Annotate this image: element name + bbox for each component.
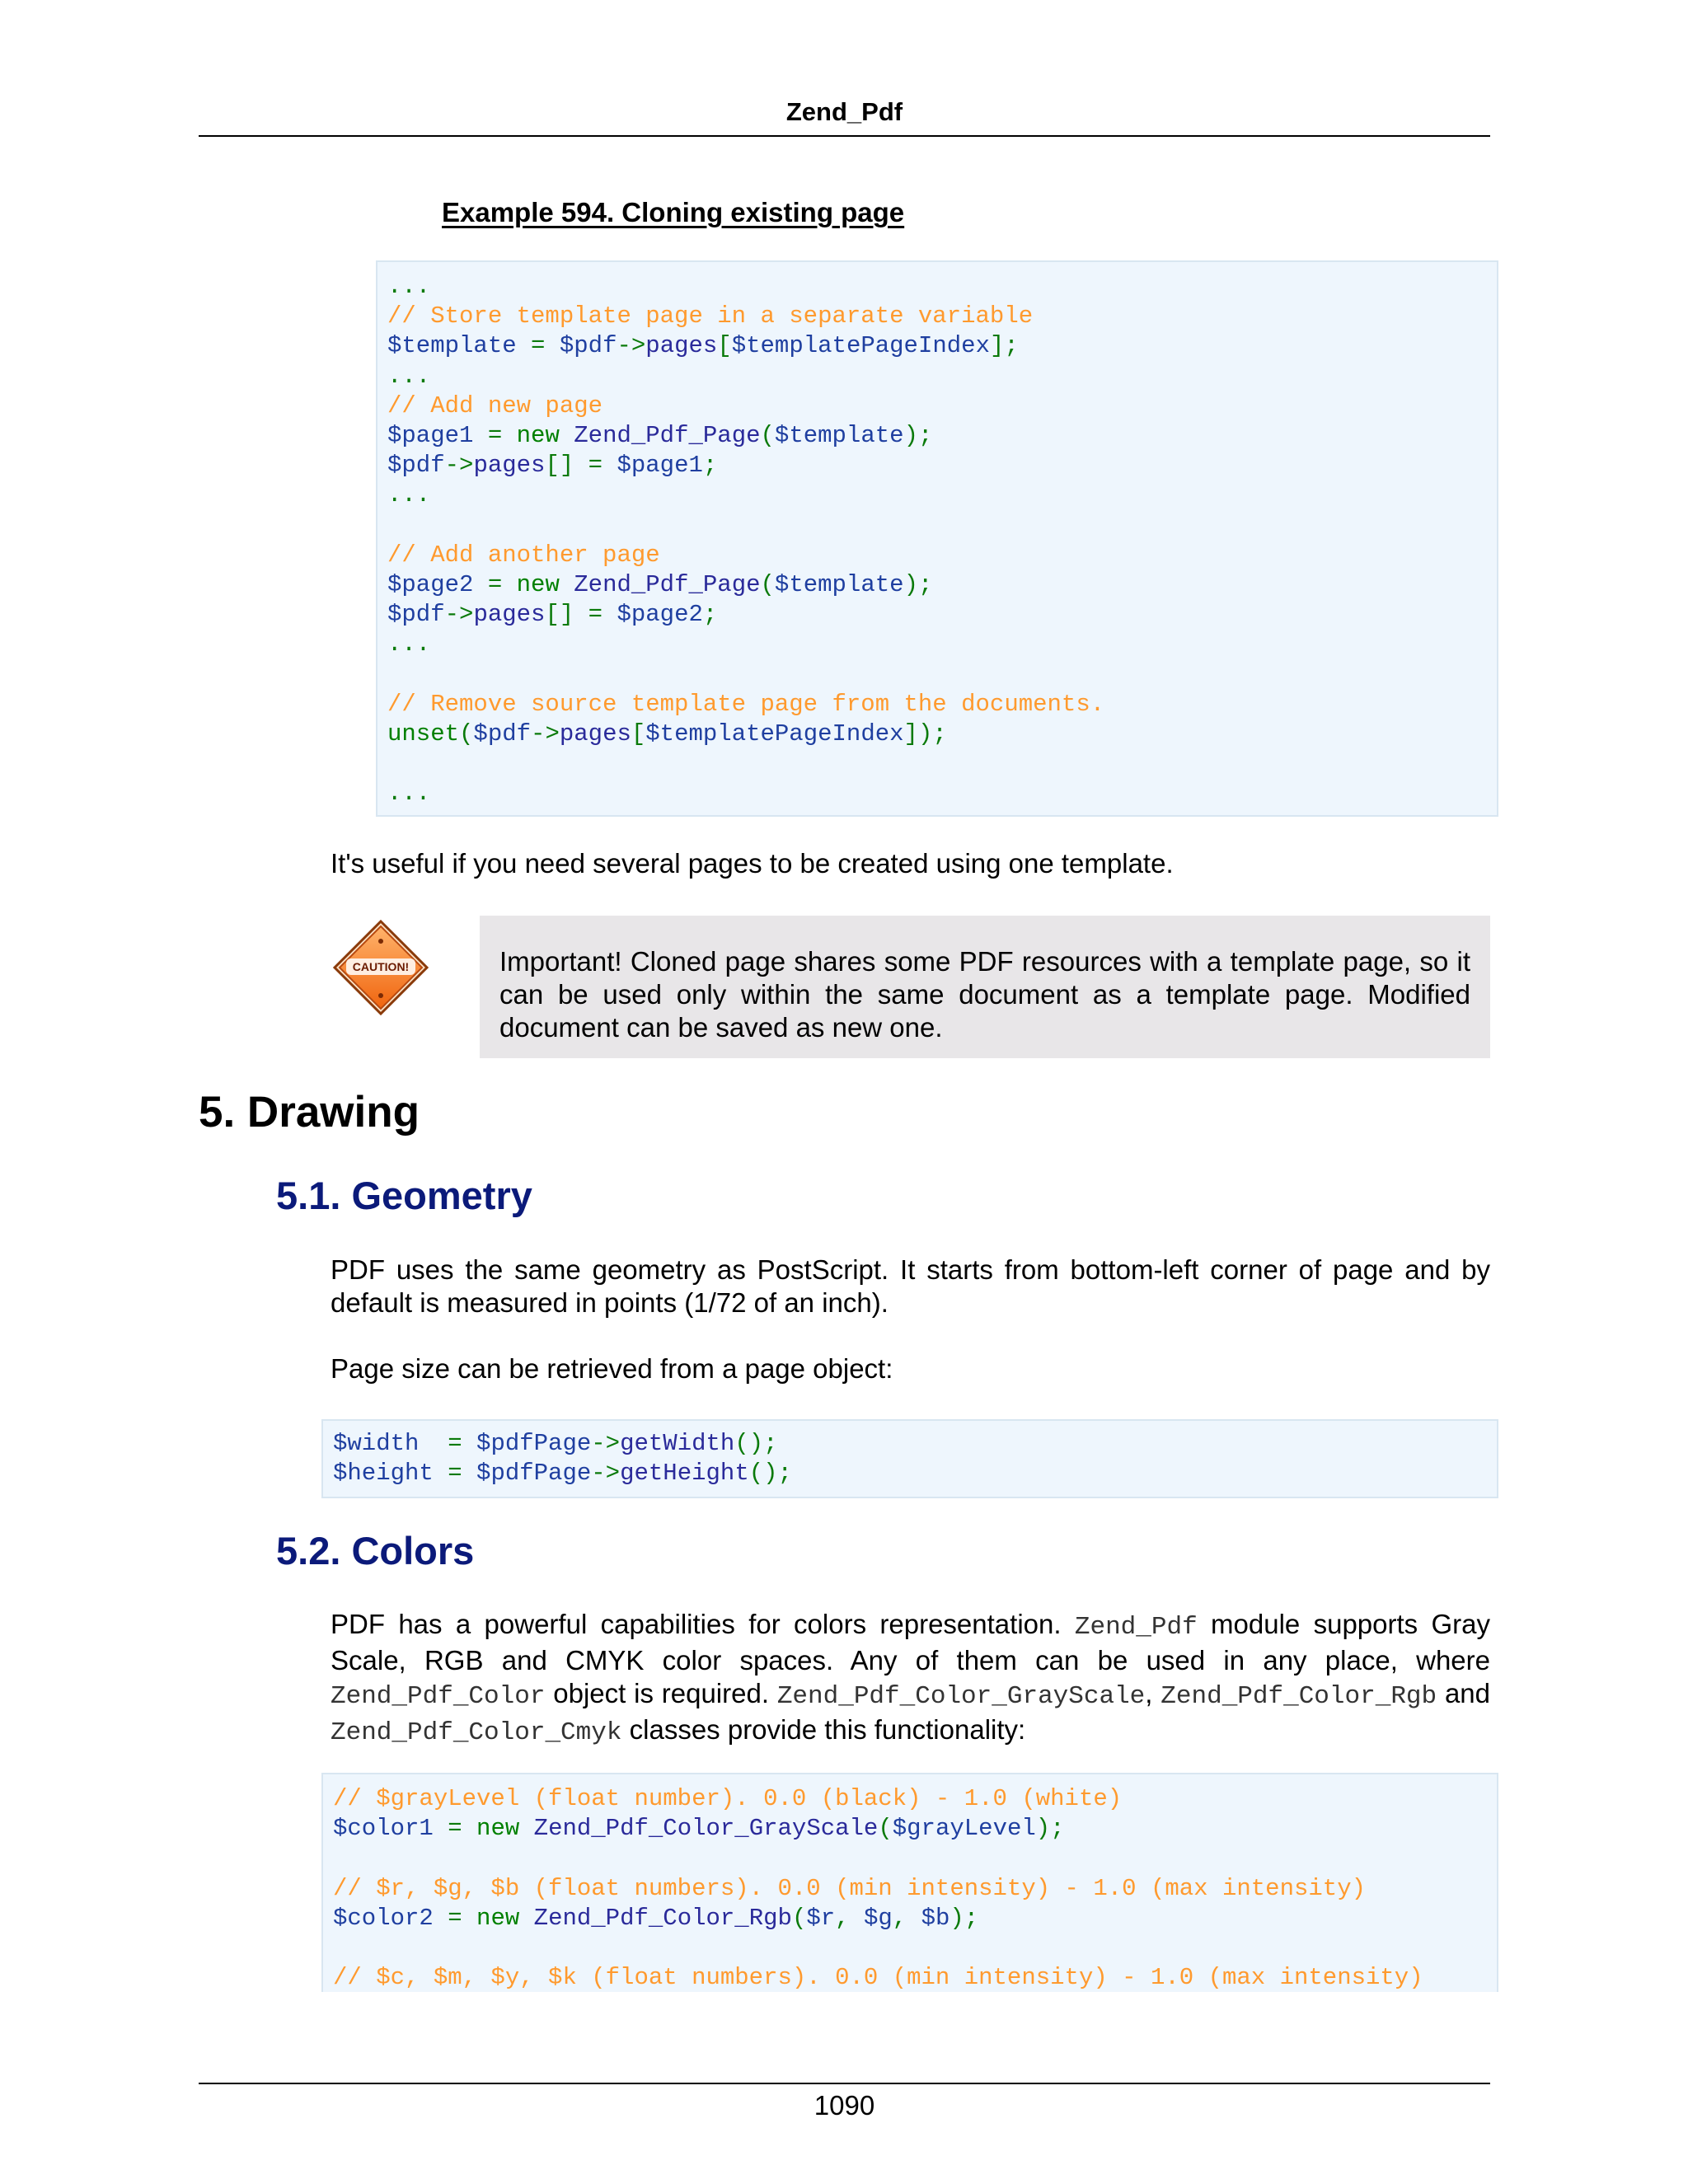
code-line [333, 1844, 1497, 1873]
code-line [387, 659, 1497, 689]
text-segment: , [1145, 1678, 1161, 1708]
code-line: $height = $pdfPage->getHeight(); [333, 1460, 792, 1488]
running-header: Zend_Pdf [785, 97, 903, 126]
code-line: ... [387, 630, 431, 658]
example-title: Example 594. Cloning existing page [442, 197, 905, 227]
text-segment: and [1437, 1678, 1491, 1708]
code-line: // Add new page [387, 391, 603, 419]
code-line: // $c, $m, $y, $k (float numbers). 0.0 (min intensity) - 1.0 (max intensity) [333, 1964, 1423, 1992]
code-line: // Add another page [387, 541, 660, 569]
paragraph-colors [331, 1608, 1490, 1750]
text-segment: PDF has a powerful capabilities for colors representation. [331, 1609, 1075, 1639]
code-line: ... [387, 273, 431, 300]
code-line: $pdf->pages[] = $page1; [387, 452, 718, 480]
code-line: unset($pdf->pages[$templatePageIndex]); [387, 719, 947, 748]
code-line: $color1 = new Zend_Pdf_Color_GrayScale($grayLevel); [333, 1815, 1065, 1843]
code-line [333, 1933, 1497, 1963]
code-block-page-size [321, 1419, 1498, 1498]
code-line: $page2 = new Zend_Pdf_Page($template); [387, 570, 933, 598]
code-line: $template = $pdf->pages[$templatePageIndex]; [387, 332, 1019, 360]
code-line: // $r, $g, $b (float numbers). 0.0 (min intensity) - 1.0 (max intensity) [333, 1874, 1367, 1902]
section-5-heading: 5. Drawing [199, 1088, 420, 1137]
paragraph-page-size: Page size can be retrieved from a page object: [331, 1353, 893, 1384]
inline-code: Zend_Pdf_Color_Cmyk [331, 1718, 622, 1747]
inline-code: Zend_Pdf_Color_GrayScale [776, 1682, 1146, 1711]
code-line: $color2 = new Zend_Pdf_Color_Rgb($r, $g, $b); [333, 1904, 979, 1932]
inline-code: Zend_Pdf [1074, 1613, 1198, 1642]
section-5-2-heading: 5.2. Colors [276, 1529, 475, 1572]
code-line: ... [387, 362, 431, 390]
code-line: $width = $pdfPage->getWidth(); [333, 1430, 778, 1457]
important-note [480, 916, 1490, 1058]
paragraph-geometry: PDF uses the same geometry as PostScript. It starts from bottom-left corner of page and by default is measured in points (1/72 of an inch). [331, 1254, 1490, 1318]
footer-rule [199, 2083, 1490, 2084]
inline-code: Zend_Pdf_Color [331, 1682, 546, 1711]
code-line: ... [387, 780, 431, 808]
text-segment: classes provide this functionality: [621, 1714, 1026, 1745]
caution-icon [331, 918, 430, 1017]
svg-text:CAUTION!: CAUTION! [352, 960, 410, 973]
code-line: // Remove source template page from the documents. [387, 690, 1105, 718]
page-number: 1090 [814, 2090, 875, 2121]
text-segment: object is required. [545, 1678, 777, 1708]
code-line [387, 511, 1497, 541]
inline-code: Zend_Pdf_Color_Rgb [1160, 1682, 1437, 1711]
code-block-cloning [376, 260, 1498, 817]
code-line: ... [387, 481, 431, 509]
section-5-1-heading: 5.1. Geometry [276, 1174, 532, 1217]
code-line: $page1 = new Zend_Pdf_Page($template); [387, 421, 933, 449]
text-segment: module supports Gray Scale, RGB and CMYK color spaces. Any of them can be used in any place, where [331, 1609, 1491, 1675]
note-text: Important! Cloned page shares some PDF resources with a template page, so it can be used only within the same document as a template page. Modified document can be saved as new one. [499, 946, 1470, 1043]
code-line [387, 749, 1497, 779]
code-line: $pdf->pages[] = $page2; [387, 601, 718, 629]
paragraph-template-usage: It's useful if you need several pages to be created using one template. [331, 848, 1174, 879]
code-line: // Store template page in a separate variable [387, 302, 1034, 330]
code-block-colors [321, 1773, 1498, 1992]
code-line: // $grayLevel (float number). 0.0 (black) - 1.0 (white) [333, 1785, 1123, 1812]
header-rule [199, 135, 1490, 137]
